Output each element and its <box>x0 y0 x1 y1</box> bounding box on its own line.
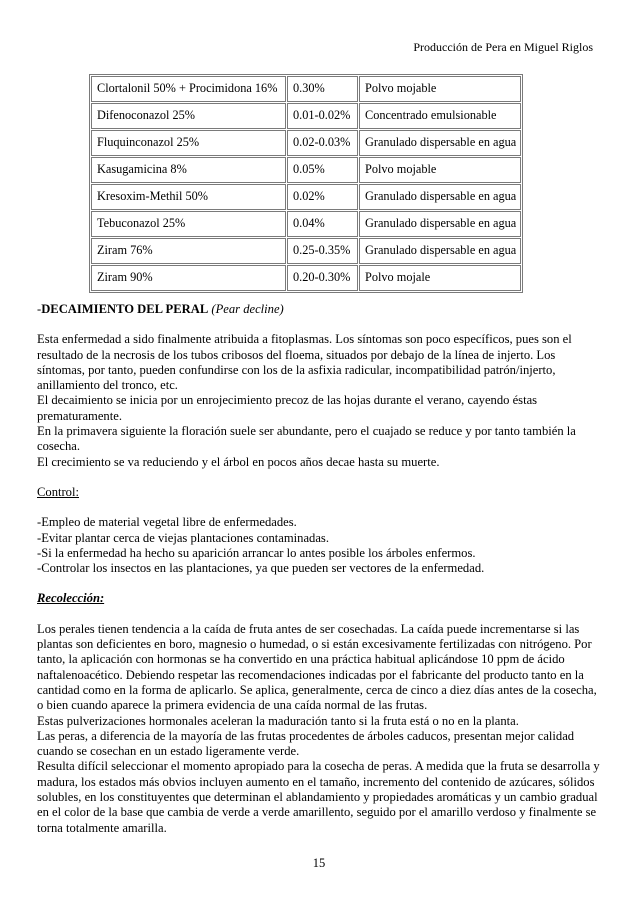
paragraph: Las peras, a diferencia de la mayoría de las frutas procedentes de árboles caducos, presentan mejor calidad cuando se cosechan en un estado ligeramente verde. <box>37 728 575 759</box>
spacer <box>37 500 603 515</box>
paragraph: Esta enfermedad a sido finalmente atribuida a fitoplasmas. Los síntomas son poco específicos, pues son el resultado de la necrosis de los tubos cribosos del floema, situados por debajo de la línea de injerto. Los síntomas, por tanto, pueden confundirse con los de la asfixia radicular, incompatibilidad patrón/injerto, anillamiento del tronco, etc. <box>37 332 572 393</box>
section-heading-decaimiento <box>37 302 603 317</box>
spacer <box>37 607 603 622</box>
list-item: -Empleo de material vegetal libre de enfermedades. <box>37 515 297 530</box>
table-cell-product: Kasugamicina 8% <box>91 157 286 183</box>
paragraph: El crecimiento se va reduciendo y el árbol en pocos años decae hasta su muerte. <box>37 454 440 469</box>
table-cell-formulation: Granulado dispersable en agua <box>359 184 521 210</box>
table-row <box>91 76 521 102</box>
table-cell-dose: 0.30% <box>287 76 358 102</box>
table-cell-dose: 0.05% <box>287 157 358 183</box>
list-item: -Controlar los insectos en las plantaciones, ya que pueden ser vectores de la enfermedad. <box>37 561 485 576</box>
table-cell-product: Kresoxim-Methil 50% <box>91 184 286 210</box>
table-row <box>91 103 521 129</box>
table-cell-formulation: Polvo mojale <box>359 265 521 291</box>
table-cell-product: Ziram 90% <box>91 265 286 291</box>
spacer <box>37 317 603 332</box>
spacer <box>37 470 603 485</box>
table-row <box>91 265 521 291</box>
paragraph: Resulta difícil seleccionar el momento apropiado para la cosecha de peras. A medida que la fruta se desarrolla y madura, los estados más obvios incluyen aumento en el tamaño, incremento del contenido de azúcares, sólidos solubles, en los constituyentes que determinan el ablandamiento y propiedades aromáticas y un cambio gradual en el color de la base que cambia de verde a verde amarillento, seguido por el amarillo verdoso y finalmente se torna totalmente amarilla. <box>37 759 600 835</box>
table-cell-dose: 0.04% <box>287 211 358 237</box>
list-item: -Evitar plantar cerca de viejas plantaciones contaminadas. <box>37 530 329 545</box>
table-cell-dose: 0.02% <box>287 184 358 210</box>
table-cell-formulation: Granulado dispersable en agua <box>359 211 521 237</box>
heading-title: DECAIMIENTO DEL PERAL <box>41 302 209 316</box>
fungicide-table-container <box>89 74 523 293</box>
table-cell-product: Fluquinconazol 25% <box>91 130 286 156</box>
spacer <box>37 576 603 591</box>
table-cell-product: Clortalonil 50% + Procimidona 16% <box>91 76 286 102</box>
table-cell-product: Ziram 76% <box>91 238 286 264</box>
paragraph: Estas pulverizaciones hormonales aceleran la maduración tanto si la fruta está o no en la planta. <box>37 713 519 728</box>
section-heading-recoleccion: Recolección: <box>37 591 105 606</box>
table-row <box>91 184 521 210</box>
list-item: -Si la enfermedad ha hecho su aparición arrancar lo antes posible los árboles enfermos. <box>37 545 476 560</box>
table-cell-product: Tebuconazol 25% <box>91 211 286 237</box>
table-cell-formulation: Polvo mojable <box>359 157 521 183</box>
table-cell-product: Difenoconazol 25% <box>91 103 286 129</box>
table-row <box>91 211 521 237</box>
table-cell-formulation: Granulado dispersable en agua <box>359 238 521 264</box>
table-cell-dose: 0.01-0.02% <box>287 103 358 129</box>
heading-dash: - <box>37 302 42 316</box>
paragraph: Los perales tienen tendencia a la caída de fruta antes de ser cosechadas. La caída puede incrementarse si las plantas son deficientes en boro, magnesio o humedad, o si están excesivamente fertilizadas con nitrógeno. Por tanto, la aplicación con hormonas se ha convertido en una práctica habitual aplicándose 10 ppm de ácido naftalenoacético. Debiendo respetar las recomendaciones indicadas por el fabricante del producto tanto en la cantidad como en la forma de aplicarlo. Se aplica, generalmente, cerca de cinco a diez días antes de la cosecha, o bien cuando aparece la primera evidencia de una caída normal de las frutas. <box>37 621 597 713</box>
document-body <box>37 302 603 836</box>
table-cell-dose: 0.20-0.30% <box>287 265 358 291</box>
section-heading-control: Control: <box>37 484 79 499</box>
table-cell-dose: 0.25-0.35% <box>287 238 358 264</box>
table-row <box>91 130 521 156</box>
paragraph: En la primavera siguiente la floración suele ser abundante, pero el cuajado se reduce y por tanto también la cosecha. <box>37 424 576 454</box>
table-row <box>91 238 521 264</box>
fungicide-table <box>89 74 523 293</box>
page-number: 15 <box>312 856 326 870</box>
table-cell-formulation: Granulado dispersable en agua <box>359 130 521 156</box>
table-row <box>91 157 521 183</box>
running-header: Producción de Pera en Miguel Riglos <box>413 40 593 54</box>
heading-subtitle: (Pear decline) <box>211 302 284 316</box>
table-cell-formulation: Concentrado emulsionable <box>359 103 521 129</box>
paragraph: El decaimiento se inicia por un enrojecimiento precoz de las hojas durante el verano, cayendo éstas prematuramente. <box>37 393 538 423</box>
table-cell-dose: 0.02-0.03% <box>287 130 358 156</box>
table-cell-formulation: Polvo mojable <box>359 76 521 102</box>
